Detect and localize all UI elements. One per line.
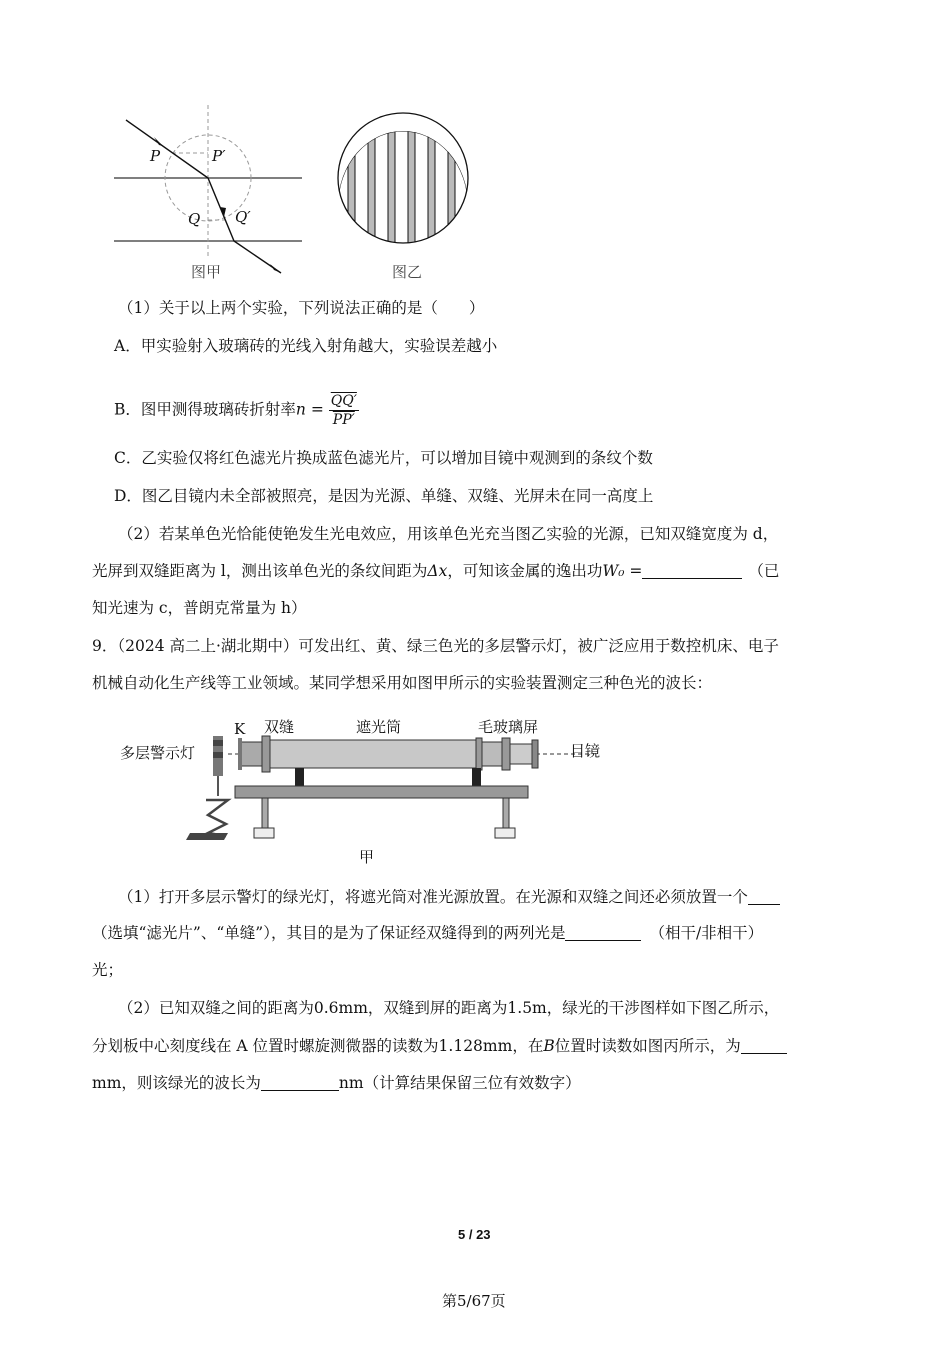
- formula-fraction: [329, 392, 359, 429]
- total-page-number: 第5/67页: [442, 1292, 506, 1310]
- q9-part1-line2: [92, 923, 763, 943]
- figure-caption-jia: 图甲: [191, 263, 222, 281]
- q9-part1-line1: [118, 887, 780, 907]
- figure-caption: 甲: [359, 848, 375, 866]
- label-p: P: [150, 147, 161, 165]
- text: 光屏到双缝距离为 l，测出该单色光的条纹间距为: [92, 562, 428, 580]
- q9-line2: 机械自动化生产线等工业领域。某同学想采用如图甲所示的实验装置测定三种色光的波长：: [92, 674, 713, 692]
- w0: W₀ =: [602, 562, 643, 580]
- text: mm，则该绿光的波长为: [92, 1074, 261, 1092]
- option-b-text: B．图甲测得玻璃砖折射率: [114, 400, 296, 419]
- answer-blank[interactable]: [748, 888, 780, 905]
- text: （相干/非相干）: [649, 924, 764, 942]
- formula-lhs: n =: [295, 400, 324, 419]
- q8-part2-line1: （2）若某单色光恰能使铯发生光电效应，用该单色光充当图乙实验的光源，已知双缝宽度为 d，: [118, 525, 779, 543]
- text: （选填“滤光片”、“单缝”），其目的是为了保证经双缝得到的两列光是: [92, 924, 566, 942]
- text: 分划板中心刻度线在 A 位置时螺旋测微器的读数为1.128mm，在: [92, 1037, 544, 1055]
- page-number: 5 / 23: [458, 1227, 491, 1242]
- text: （1）打开多层示警灯的绿光灯，将遮光筒对准光源放置。在光源和双缝之间还必须放置一个: [118, 888, 748, 906]
- denominator: PP′: [332, 412, 355, 428]
- text: 位置时读数如图丙所示，为: [554, 1037, 741, 1055]
- q8-option-a: A．甲实验射入玻璃砖的光线入射角越大，实验误差越小: [114, 337, 498, 355]
- label-double-slit: 双缝: [264, 718, 295, 736]
- answer-blank[interactable]: [261, 1074, 339, 1091]
- label-eyepiece: 目镜: [570, 742, 601, 760]
- numerator: QQ′: [330, 393, 357, 409]
- label-p-prime: P′: [212, 147, 226, 165]
- refraction-diagram: [0, 0, 320, 290]
- q8-option-c: C．乙实验仅将红色滤光片换成蓝色滤光片，可以增加目镜中观测到的条纹个数: [114, 449, 653, 467]
- label-tube: 遮光筒: [356, 718, 402, 736]
- q8-option-d: D．图乙目镜内未全部被照亮，是因为光源、单缝、双缝、光屏未在同一高度上: [114, 487, 654, 505]
- label-screen: 毛玻璃屏: [478, 718, 539, 736]
- point-b: B: [543, 1037, 555, 1055]
- answer-blank[interactable]: [565, 924, 641, 941]
- label-q: Q: [188, 210, 201, 228]
- q9-part1-line3: 光；: [92, 961, 124, 979]
- text: （已: [748, 562, 780, 580]
- q8-part2-line2: [92, 561, 779, 581]
- q8-part1-stem: （1）关于以上两个实验，下列说法正确的是（ ）: [118, 299, 485, 317]
- q9-part2-line3: [92, 1073, 581, 1093]
- text: nm（计算结果保留三位有效数字）: [338, 1074, 581, 1092]
- label-q-prime: Q′: [235, 208, 251, 226]
- q9-part2-line1: （2）已知双缝之间的距离为0.6mm，双缝到屏的距离为1.5m，绿光的干涉图样如下图乙所示，: [118, 999, 780, 1017]
- q9-part2-line2: [92, 1036, 787, 1056]
- label-lamp: 多层警示灯: [120, 744, 196, 762]
- label-k: K: [234, 720, 246, 738]
- answer-blank[interactable]: [741, 1037, 787, 1054]
- interference-fringe-diagram: [330, 105, 480, 255]
- answer-blank[interactable]: [642, 562, 742, 579]
- q8-part2-line3: 知光速为 c，普朗克常量为 h）: [92, 599, 307, 617]
- q9-line1: 9．（2024 高二上·湖北期中）可发出红、黄、绿三色光的多层警示灯，被广泛应用于数控机床、电子: [92, 637, 779, 655]
- delta-x: Δx: [427, 562, 448, 580]
- figure-caption-yi: 图乙: [392, 263, 423, 281]
- q8-option-b: [114, 392, 359, 429]
- text: ，可知该金属的逸出功: [447, 562, 603, 580]
